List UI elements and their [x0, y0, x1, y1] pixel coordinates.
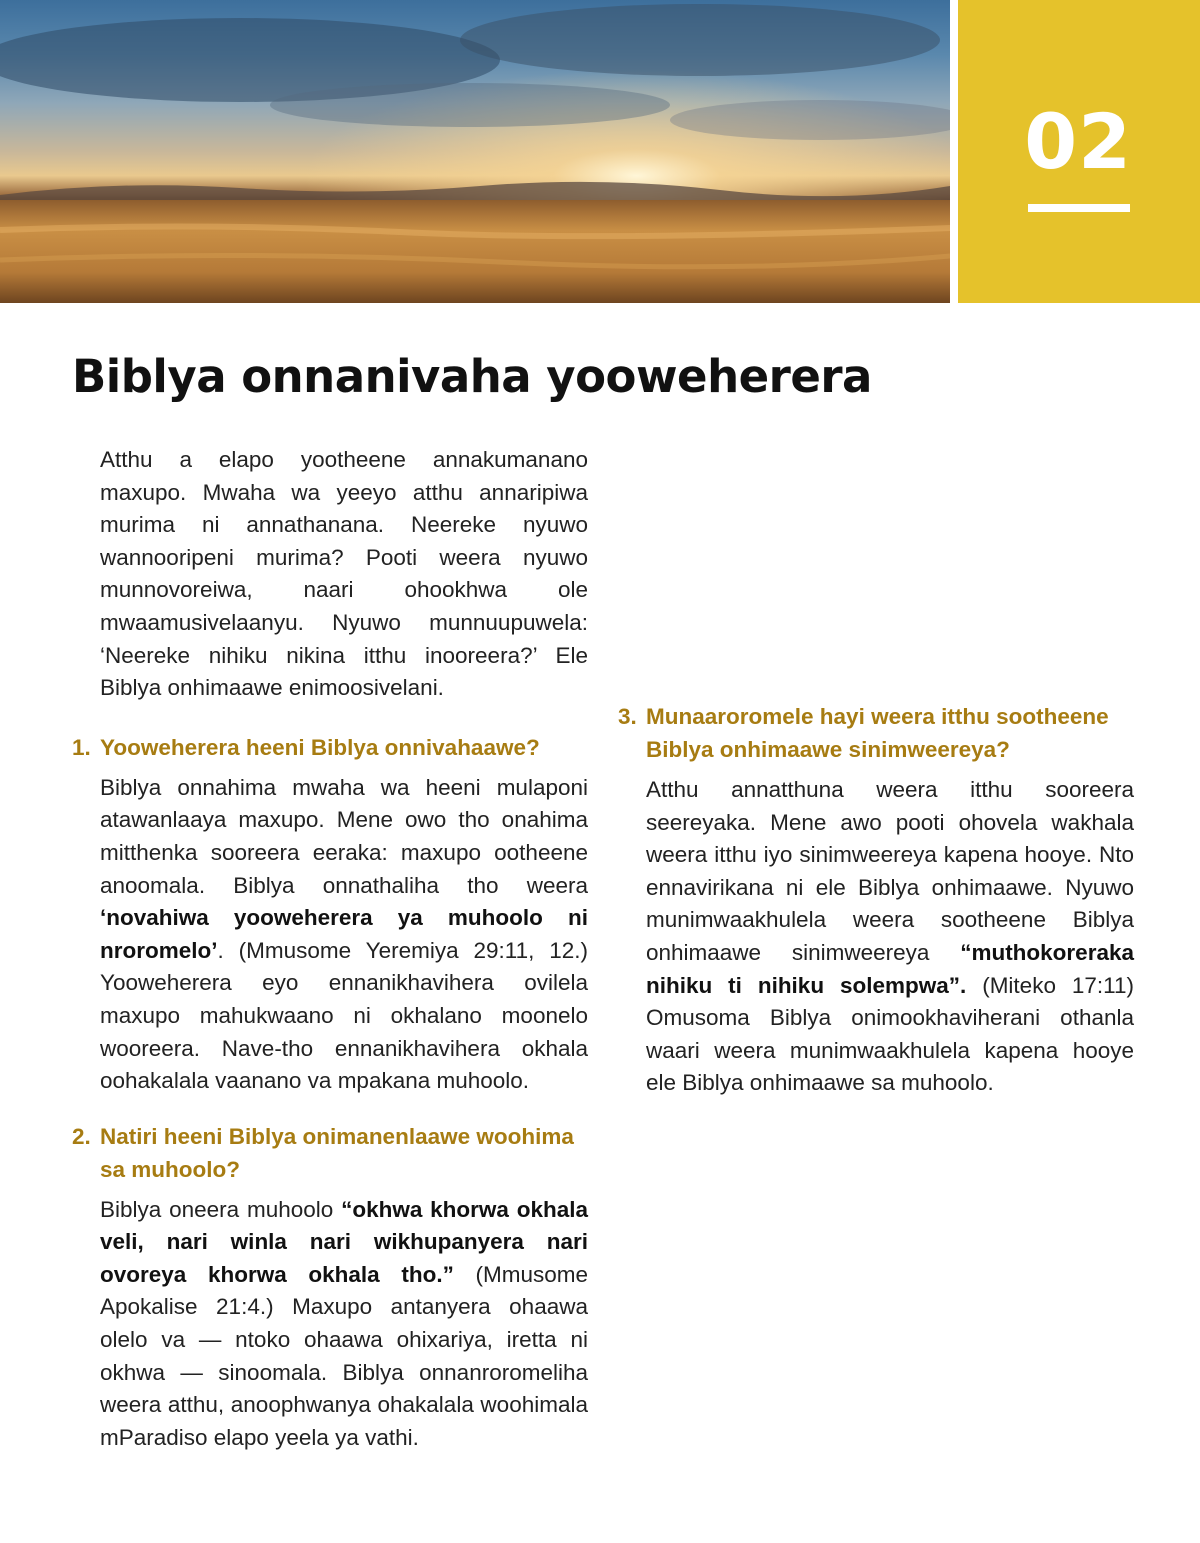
answer-paragraph-3 — [646, 774, 1134, 1100]
answer-text: (Miteko 17:11) Omusoma Biblya onimookhaviherani othanla waari weera munimwaakhulela kapena hooye ele Biblya onhimaawe sa muhoolo. — [646, 972, 1134, 1096]
answer-text: Biblya oneera muhoolo — [100, 1196, 342, 1222]
answer-text: Atthu annatthuna weera itthu sooreera seereyaka. Mene awo pooti ohovela wakhala weera itthu iyo sinimweereya kapena hooye. Nto ennavirikana ni ele Biblya onhimaawe. Nyuwo munimwaakhulela weera sootheene Biblya onhimaawe sinimweereya — [646, 777, 1134, 965]
scripture-quote: “muthokoreraka nihiku ti nihiku solempwa”. — [646, 939, 1134, 998]
hero-image-wheat-field-sunset — [0, 0, 950, 303]
answer-paragraph-1 — [100, 772, 588, 1098]
landscape-illustration — [0, 0, 950, 303]
answer-paragraph-2 — [100, 1194, 588, 1455]
question-heading-3 — [618, 700, 1134, 766]
question-text: Yooweherera heeni Biblya onnivahaawe? — [100, 734, 540, 760]
question-number: 2. — [72, 1123, 91, 1149]
answer-text: . (Mmusome Yeremiya 29:11, 12.) Yooweherera eyo ennanikhavihera ovilela maxupo mahukwaano ni okhalano moonelo wooreera. Nave-tho ennanikhavihera okhala oohakalala vaanano va mpakana muhoolo. — [100, 937, 588, 1094]
question-number: 3. — [618, 704, 637, 729]
chapter-number-underline — [1028, 204, 1130, 212]
scripture-quote: ‘novahiwa yooweherera ya muhoolo ni nroromelo’ — [100, 905, 588, 963]
answer-text: (Mmusome Apokalise 21:4.) Maxupo antanyera ohaawa olelo va — ntoko ohaawa ohixariya, iretta ni okhwa — sinoomala. Biblya onnanroromeliha weera atthu, anoophwanya ohakalala woohimala mParadiso elapo yeela ya vathi. — [100, 1261, 589, 1450]
intro-paragraph: Atthu a elapo yootheene annakumanano maxupo. Mwaha wa yeeyo atthu annaripiwa murima ni annathanana. Neereke nyuwo wannooripeni murima? Pooti weera nyuwo munnovoreiwa, naari ohookhwa ole mwaamusivelaanyu. Nyuwo munnuupuwela: ‘Neereke nihiku nikina itthu inooreera?’ Ele Biblya onhimaawe enimoosivelani. — [100, 447, 588, 701]
question-number: 1. — [72, 734, 91, 760]
page-title: Biblya onnanivaha yooweherera — [72, 350, 872, 403]
question-heading-2 — [72, 1120, 588, 1186]
scripture-quote: “okhwa khorwa okhala veli, nari winla nari wikhupanyera nari ovoreya khorwa okhala tho.” — [100, 1196, 589, 1287]
left-column — [72, 444, 589, 1454]
question-text: Natiri heeni Biblya onimanenlaawe woohima sa muhoolo? — [100, 1123, 574, 1182]
question-text: Munaaroromele hayi weera itthu sootheene Biblya onhimaawe sinimweereya? — [646, 704, 1109, 762]
chapter-number: 02 — [1024, 97, 1132, 186]
answer-text: Biblya onnahima mwaha wa heeni mulaponi atawanlaaya maxupo. Mene owo tho onahima mitthenka sooreera eeraka: maxupo ootheene anoomala. Biblya onnathaliha tho weera — [100, 774, 588, 898]
question-heading-1 — [72, 731, 588, 764]
right-column-continued — [618, 700, 1134, 1100]
